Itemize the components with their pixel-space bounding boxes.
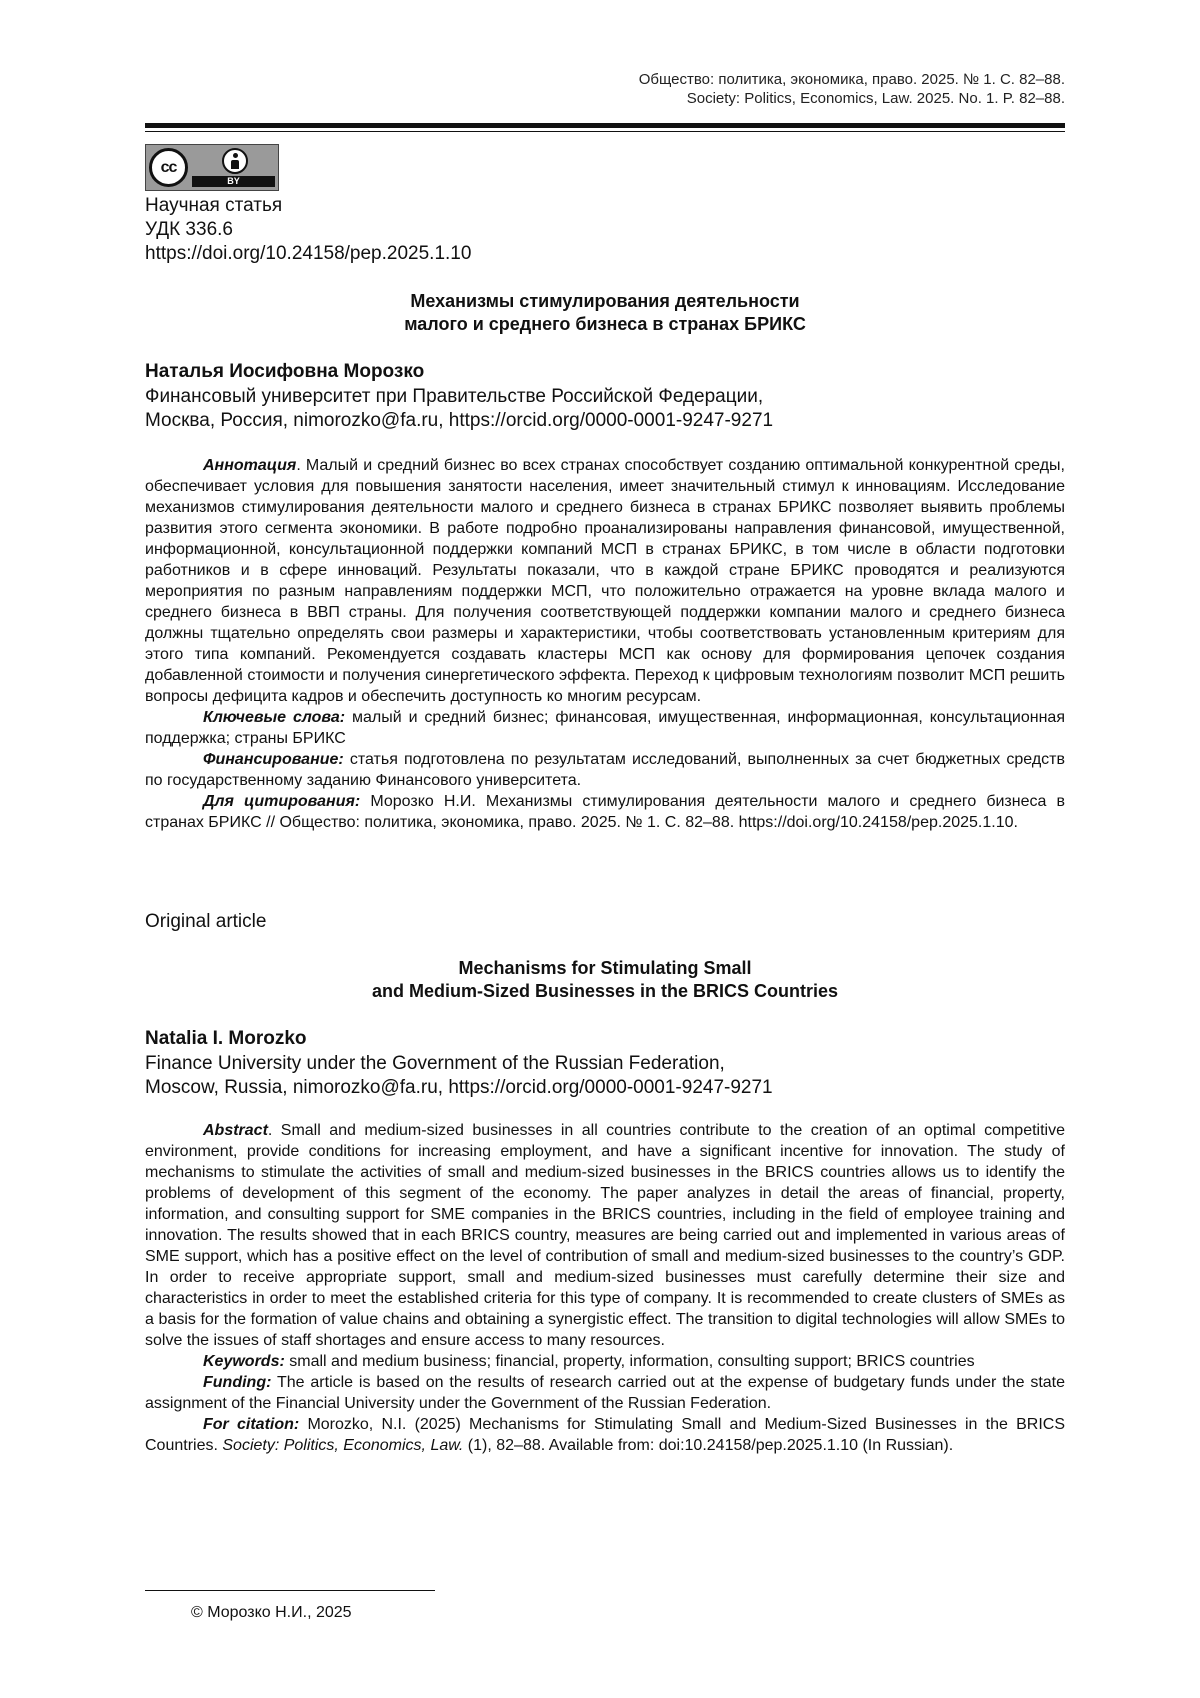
doi-link[interactable]: https://doi.org/10.24158/pep.2025.1.10	[145, 243, 472, 264]
funding-en: Funding: The article is based on the results of research carried out at the expense of budgetary funds under the state assignment of the Financial University under the Government of the Russian Federation.	[145, 1374, 1065, 1412]
copyright-notice: © Морозко Н.И., 2025	[191, 1604, 352, 1621]
cc-logo-icon: cc	[149, 148, 188, 187]
keywords-en: Keywords: small and medium business; financial, property, information, consulting support; BRICS countries	[203, 1353, 975, 1370]
citation-ru: Для цитирования: Морозко Н.И. Механизмы стимулирования деятельности малого и среднего бизнеса в странах БРИКС // Общество: политика, экономика, право. 2025. № 1. С. 82–88. https://doi.org/10.24158/pep.2025.1.10.	[145, 793, 1065, 831]
header-en-line: Society: Politics, Economics, Law. 2025. No. 1. P. 82–88.	[686, 90, 1065, 107]
author-name-en: Natalia I. Morozko	[145, 1028, 307, 1049]
article-meta	[145, 194, 471, 266]
affiliation-en: Finance University under the Government of the Russian Federation, Moscow, Russia, nimorozko@fa.ru, https://orcid.org/0000-0001-9247-9271	[145, 1053, 773, 1098]
by-label: BY	[192, 176, 275, 187]
funding-ru: Финансирование: статья подготовлена по результатам исследований, выполненных за счет бюджетных средств по государственному заданию Финансового университета.	[145, 751, 1065, 789]
journal-header	[145, 70, 1065, 108]
footnote-rule	[145, 1590, 435, 1591]
article-type-ru: Научная статья	[145, 195, 283, 216]
affiliation-ru: Финансовый университет при Правительстве Российской Федерации, Москва, Россия, nimorozko@fa.ru, https://orcid.org/0000-0001-9247-9271	[145, 386, 774, 431]
abstract-en	[145, 1120, 1065, 1456]
abstract-en-paragraph: Abstract. Small and medium-sized businesses in all countries contribute to the creation of an optimal competitive environment, provide conditions for increasing employment, and have a significant incentive for innovation. The study of mechanisms to stimulate the activities of small and medium-sized businesses in the BRICS countries allows us to identify the problems of development of this segment of the economy. The paper analyzes in detail the areas of financial, property, information, and consulting support for SME companies in the BRICS countries, including in the field of employee training and innovation. The results showed that in each BRICS country, measures are being carried out and implemented in various areas of SME support, which has a positive effect on the level of contribution of small and medium-sized businesses to the country’s GDP. In order to receive appropriate support, small and medium-sized businesses must carefully determine their size and characteristics in order to meet the established criteria for this type of company. It is recommended to create clusters of SMEs as a basis for the formation of value chains and obtaining a synergistic effect. The transition to digital technologies will allow SMEs to solve the issues of staff shortages and ensure access to many resources.	[145, 1122, 1065, 1349]
keywords-ru: Ключевые слова: малый и средний бизнес; финансовая, имущественная, информационная, консультационная поддержка; страны БРИКС	[145, 709, 1065, 747]
article-type-en: Original article	[145, 911, 267, 932]
header-ru-line: Общество: политика, экономика, право. 2025. № 1. С. 82–88.	[638, 71, 1065, 88]
title-ru: Механизмы стимулирования деятельности малого и среднего бизнеса в странах БРИКС	[404, 291, 806, 334]
header-rule-thin	[145, 131, 1065, 132]
abstract-ru	[145, 455, 1065, 833]
citation-en: For citation: Morozko, N.I. (2025) Mechanisms for Stimulating Small and Medium-Sized Businesses in the BRICS Countries. Society: Politics, Economics, Law. (1), 82–88. Available from: doi:10.24158/pep.2025.1.10 (In Russian).	[145, 1416, 1065, 1454]
attribution-person-icon	[222, 148, 248, 174]
header-rule-thick	[145, 123, 1065, 128]
author-name-ru: Наталья Иосифовна Морозко	[145, 361, 425, 382]
cc-by-license-badge[interactable]	[145, 144, 279, 191]
udk-code: УДК 336.6	[145, 219, 233, 240]
title-en: Mechanisms for Stimulating Small and Medium-Sized Businesses in the BRICS Countries	[371, 958, 839, 1001]
abstract-ru-paragraph: Аннотация. Малый и средний бизнес во всех странах способствует созданию оптимальной конкурентной среды, обеспечивает условия для повышения занятости населения, имеет значительный стимул к инновациям. Исследование механизмов стимулирования деятельности малого и среднего бизнеса в странах БРИКС позволяет выявить проблемы развития этого сегмента экономики. В работе подробно проанализированы направления финансовой, имущественной, информационной, консультационной поддержки компаний МСП в странах БРИКС, в том числе в области подготовки работников и в сфере инноваций. Результаты показали, что в каждой стране БРИКС проводятся и реализуются мероприятия по разным направлениям поддержки МСП, что положительно отражается на уровне вклада малого и среднего бизнеса в ВВП страны. Для получения соответствующей поддержки компании малого и среднего бизнеса должны тщательно определять свои размеры и характеристики, чтобы соответствовать установленным критериям для этого типа компаний. Рекомендуется создавать кластеры МСП как основу для формирования цепочек создания добавленной стоимости и получения синергетического эффекта. Переход к цифровым технологиям позволит МСП решить вопросы дефицита кадров и обеспечить доступность ко многим ресурсам.	[145, 457, 1065, 705]
